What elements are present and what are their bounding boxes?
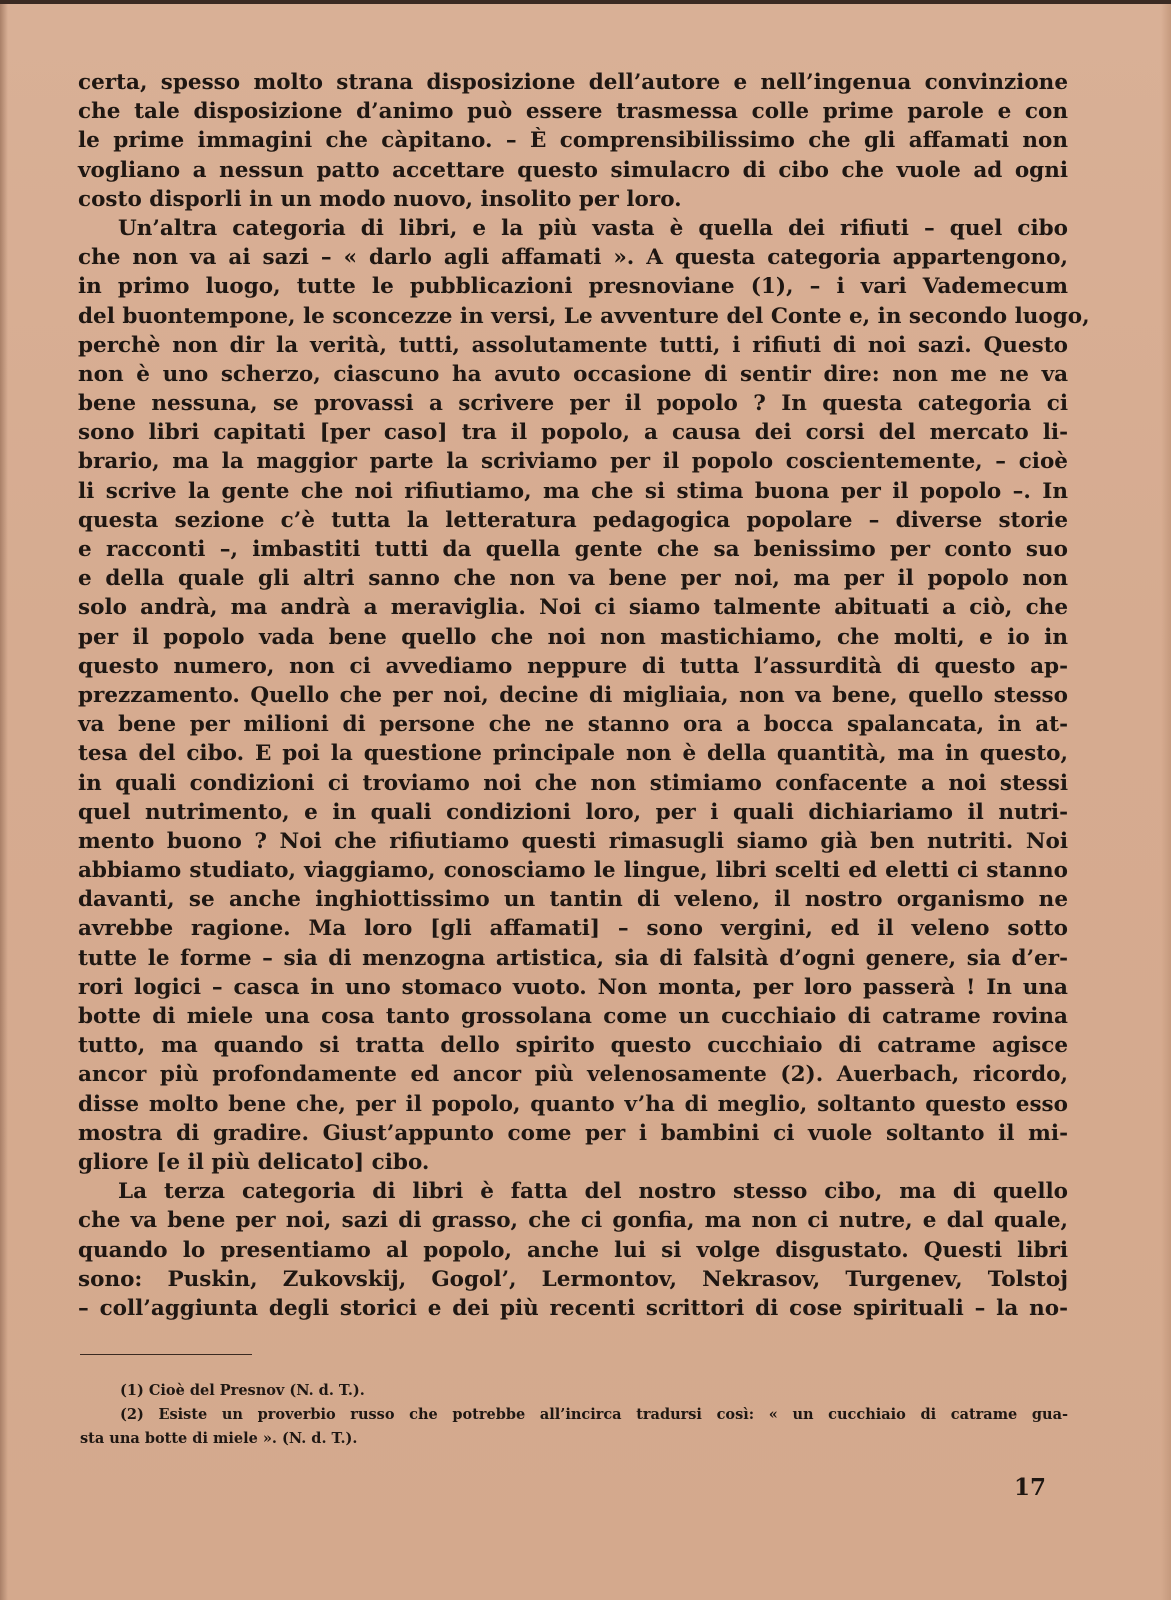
text-line: davanti, se anche inghiottissimo un tantin di veleno, il nostro organismo ne [78,887,1068,913]
text-line: e della quale gli altri sanno che non va bene per noi, ma per il popolo non [78,566,1068,592]
text-line: li scrive la gente che noi rifiutiamo, ma che si stima buona per il popolo –. In [78,478,1068,504]
text-line: tesa del cibo. E poi la questione principale non è della quantità, ma in questo, [78,741,1068,767]
text-line: disse molto bene che, per il popolo, quanto v’ha di meglio, soltanto questo esso [78,1091,1068,1117]
text-line: che non va ai sazi – « darlo agli affamati ». A questa categoria appartengono, [78,245,1068,271]
text-line: tutto, ma quando si tratta dello spirito questo cucchiaio di catrame agisce [78,1033,1068,1059]
footnotes [80,1379,1068,1451]
text-line: Un’altra categoria di libri, e la più vasta è quella dei rifiuti – quel cibo [118,215,1068,241]
text-line: prezzamento. Quello che per noi, decine di migliaia, non va bene, quello stesso [78,682,1068,708]
text-line: avrebbe ragione. Ma loro [gli affamati] – sono vergini, ed il veleno sotto [78,916,1068,942]
text-line: mento buono ? Noi che rifiutiamo questi rimasugli siamo già ben nutriti. Noi [78,828,1068,854]
text-line: gliore [e il più delicato] cibo. [78,1149,430,1175]
text-line: rori logici – casca in uno stomaco vuoto. Non monta, per loro passerà ! In una [78,974,1068,1000]
text-line: abbiamo studiato, viaggiamo, conosciamo le lingue, libri scelti ed eletti ci stanno [78,858,1068,884]
text-line: questo numero, non ci avvediamo neppure di tutta l’assurdità di questo ap- [78,653,1068,679]
footnote-line: sta una botte di miele ». (N. d. T.). [80,1430,358,1447]
text-line: – coll’aggiunta degli storici e dei più recenti scrittori di cose spirituali – la no- [78,1295,1068,1321]
text-line: La terza categoria di libri è fatta del nostro stesso cibo, ma di quello [118,1179,1068,1205]
body-text [78,68,1090,1323]
text-line: solo andrà, ma andrà a meraviglia. Noi ci siamo talmente abituati a ciò, che [78,595,1068,621]
footnote-line: (2) Esiste un proverbio russo che potrebbe all’incirca tradursi così: « un cucchiaio di catrame gua- [120,1406,1068,1423]
text-line: in primo luogo, tutte le pubblicazioni presnoviane (1), – i vari Vademecum [78,274,1068,300]
text-line: non è uno scherzo, ciascuno ha avuto occasione di sentir dire: non me ne va [78,361,1068,387]
text-line: in quali condizioni ci troviamo noi che non stimiamo confacente a noi stessi [78,770,1068,796]
text-line: brario, ma la maggior parte la scriviamo per il popolo coscientemente, – cioè [78,449,1068,475]
footnote-rule [80,1354,252,1355]
text-line: e racconti –, imbastiti tutti da quella gente che sa benissimo per conto suo [78,537,1068,562]
page-number: 17 [1013,1474,1046,1501]
text-line: per il popolo vada bene quello che noi non mastichiamo, che molti, e io in [78,624,1068,650]
text-line: bene nessuna, se provassi a scrivere per il popolo ? In questa categoria ci [78,391,1068,417]
text-line: ancor più profondamente ed ancor più velenosamente (2). Auerbach, ricordo, [78,1062,1068,1088]
text-line: del buontempone, le sconcezze in versi, Le avventure del Conte e, in secondo luogo, [78,303,1090,329]
text-line: le prime immagini che càpitano. – È comprensibilissimo che gli affamati non [78,128,1068,154]
text-line: botte di miele una cosa tanto grossolana come un cucchiaio di catrame rovina [78,1004,1068,1029]
text-line: costo disporli in un modo nuovo, insolito per loro. [78,186,682,212]
text-line: perchè non dir la verità, tutti, assolutamente tutti, i rifiuti di noi sazi. Questo [78,332,1068,358]
text-line: sono: Puskin, Zukovskij, Gogol’, Lermontov, Nekrasov, Turgenev, Tolstoj [78,1266,1068,1292]
text-line: mostra di gradire. Giust’appunto come per i bambini ci vuole soltanto il mi- [78,1120,1068,1146]
text-line: che va bene per noi, sazi di grasso, che ci gonfia, ma non ci nutre, e dal quale, [78,1208,1068,1234]
text-line: sono libri capitati [per caso] tra il popolo, a causa dei corsi del mercato li- [78,420,1068,446]
text-line: tutte le forme – sia di menzogna artistica, sia di falsità d’ogni genere, sia d’er- [78,945,1068,971]
text-line: certa, spesso molto strana disposizione dell’autore e nell’ingenua convinzione [78,70,1068,95]
text-line: va bene per milioni di persone che ne stanno ora a bocca spalancata, in at- [78,712,1068,738]
text-line: quando lo presentiamo al popolo, anche lui si volge disgustato. Questi libri [78,1237,1068,1263]
text-line: che tale disposizione d’animo può essere trasmessa colle prime parole e con [78,99,1068,125]
text-line: quel nutrimento, e in quali condizioni loro, per i quali dichiariamo il nutri- [78,799,1068,825]
text-line: vogliano a nessun patto accettare questo simulacro di cibo che vuole ad ogni [78,157,1068,183]
footnote-line: (1) Cioè del Presnov (N. d. T.). [120,1382,365,1399]
text-line: questa sezione c’è tutta la letteratura pedagogica popolare – diverse storie [78,507,1068,533]
